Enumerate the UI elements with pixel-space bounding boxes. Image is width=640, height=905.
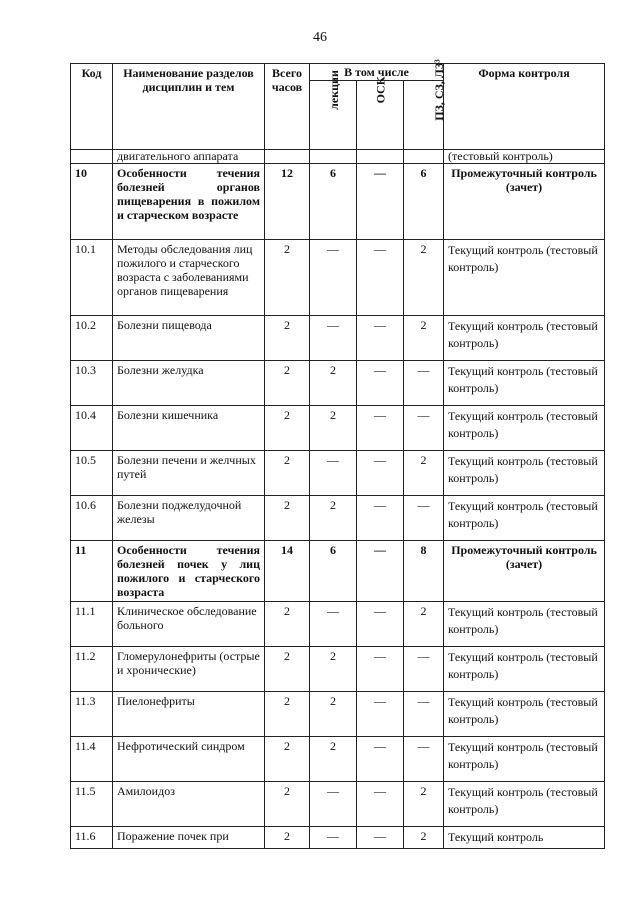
row-code: 10.1 — [71, 240, 113, 316]
row-control: Текущий контроль (тестовый контроль) — [444, 496, 605, 541]
table-row — [71, 361, 605, 406]
row-lectures: 2 — [310, 692, 357, 737]
table-row — [71, 164, 605, 240]
row-lectures: — — [310, 240, 357, 316]
row-total: 2 — [265, 692, 310, 737]
row-pz: — — [404, 406, 444, 451]
table-row — [71, 737, 605, 782]
header-name: Наименование разделов дисциплин и тем — [113, 64, 265, 150]
row-osk: — — [357, 541, 404, 602]
row-control: Текущий контроль (тестовый контроль) — [444, 240, 605, 316]
row-code: 11.6 — [71, 827, 113, 849]
row-name: Методы обследования лиц пожилого и старческого возраста с заболеваниями органов пищеварения — [113, 240, 265, 316]
header-including: В том числе — [310, 64, 444, 81]
row-control: Текущий контроль (тестовый контроль) — [444, 602, 605, 647]
row-lectures: 2 — [310, 496, 357, 541]
curriculum-table — [70, 59, 605, 849]
table-row — [71, 647, 605, 692]
row-total: 14 — [265, 541, 310, 602]
row-name: Амилоидоз — [113, 782, 265, 827]
row-osk: — — [357, 496, 404, 541]
row-total: 2 — [265, 827, 310, 849]
row-code — [71, 150, 113, 164]
row-osk: — — [357, 361, 404, 406]
row-lectures: 2 — [310, 406, 357, 451]
row-code: 11.2 — [71, 647, 113, 692]
table-row — [71, 496, 605, 541]
row-code: 10.4 — [71, 406, 113, 451]
row-control: Промежуточный контроль (зачет) — [444, 164, 605, 240]
header-control: Форма контроля — [444, 64, 605, 150]
row-control: Текущий контроль (тестовый контроль) — [444, 406, 605, 451]
row-pz: 8 — [404, 541, 444, 602]
row-pz: 2 — [404, 827, 444, 849]
header-osk: ОСК — [357, 81, 404, 150]
row-lectures: 6 — [310, 164, 357, 240]
row-control: (тестовый контроль) — [444, 150, 605, 164]
table-row — [71, 451, 605, 496]
table-row — [71, 316, 605, 361]
row-total: 2 — [265, 782, 310, 827]
table-body — [71, 150, 605, 849]
row-pz: — — [404, 496, 444, 541]
row-name: Болезни печени и желчных путей — [113, 451, 265, 496]
header-lectures: лекции — [310, 81, 357, 150]
row-osk: — — [357, 406, 404, 451]
row-osk: — — [357, 240, 404, 316]
row-pz: — — [404, 737, 444, 782]
row-name: Гломерулонефриты (острые и хронические) — [113, 647, 265, 692]
row-control: Текущий контроль (тестовый контроль) — [444, 451, 605, 496]
row-pz: 2 — [404, 782, 444, 827]
row-osk — [357, 150, 404, 164]
row-name: Особенности течения болезней почек у лиц пожилого и старческого возраста — [113, 541, 265, 602]
row-pz: 2 — [404, 316, 444, 361]
row-control: Текущий контроль (тестовый контроль) — [444, 647, 605, 692]
row-osk: — — [357, 737, 404, 782]
row-lectures — [310, 150, 357, 164]
table-header — [71, 59, 605, 150]
row-pz: 2 — [404, 240, 444, 316]
header-total: Всего часов — [265, 64, 310, 150]
table-row — [71, 692, 605, 737]
row-code: 11.5 — [71, 782, 113, 827]
row-lectures: 2 — [310, 361, 357, 406]
table-row — [71, 240, 605, 316]
row-osk: — — [357, 316, 404, 361]
row-osk: — — [357, 827, 404, 849]
row-osk: — — [357, 647, 404, 692]
row-lectures: — — [310, 316, 357, 361]
row-name: Болезни поджелудочной железы — [113, 496, 265, 541]
row-name: двигательного аппарата — [113, 150, 265, 164]
row-code: 10.2 — [71, 316, 113, 361]
row-total: 2 — [265, 406, 310, 451]
row-lectures: — — [310, 827, 357, 849]
row-code: 10 — [71, 164, 113, 240]
row-osk: — — [357, 602, 404, 647]
row-control: Текущий контроль (тестовый контроль) — [444, 316, 605, 361]
row-control: Текущий контроль (тестовый контроль) — [444, 692, 605, 737]
row-code: 11 — [71, 541, 113, 602]
table-row — [71, 782, 605, 827]
row-pz: — — [404, 692, 444, 737]
row-name: Поражение почек при — [113, 827, 265, 849]
table-row — [71, 541, 605, 602]
row-code: 11.3 — [71, 692, 113, 737]
row-total: 2 — [265, 496, 310, 541]
row-code: 11.4 — [71, 737, 113, 782]
row-total: 2 — [265, 316, 310, 361]
row-osk: — — [357, 451, 404, 496]
table-row — [71, 150, 605, 164]
row-code: 10.5 — [71, 451, 113, 496]
table-row — [71, 406, 605, 451]
row-total: 12 — [265, 164, 310, 240]
row-total: 2 — [265, 647, 310, 692]
row-name: Болезни желудка — [113, 361, 265, 406]
row-control: Текущий контроль — [444, 827, 605, 849]
row-lectures: 6 — [310, 541, 357, 602]
row-lectures: 2 — [310, 647, 357, 692]
row-lectures: — — [310, 782, 357, 827]
row-pz: 2 — [404, 451, 444, 496]
page-number: 46 — [313, 30, 327, 45]
row-lectures: — — [310, 451, 357, 496]
row-code: 11.1 — [71, 602, 113, 647]
row-total: 2 — [265, 361, 310, 406]
row-total: 2 — [265, 737, 310, 782]
row-total: 2 — [265, 602, 310, 647]
row-name: Болезни пищевода — [113, 316, 265, 361]
row-total — [265, 150, 310, 164]
row-control: Текущий контроль (тестовый контроль) — [444, 782, 605, 827]
row-name: Особенности течения болезней органов пищеварения в пожилом и старческом возрасте — [113, 164, 265, 240]
table-row — [71, 602, 605, 647]
row-lectures: — — [310, 602, 357, 647]
table-row — [71, 827, 605, 849]
row-control: Промежуточный контроль (зачет) — [444, 541, 605, 602]
row-pz: — — [404, 361, 444, 406]
header-pz: ПЗ, СЗ, ЛЗ³ — [404, 81, 444, 150]
row-name: Пиелонефриты — [113, 692, 265, 737]
row-name: Клиническое обследование больного — [113, 602, 265, 647]
row-pz: — — [404, 647, 444, 692]
row-pz: 6 — [404, 164, 444, 240]
row-name: Нефротический синдром — [113, 737, 265, 782]
row-control: Текущий контроль (тестовый контроль) — [444, 737, 605, 782]
row-total: 2 — [265, 240, 310, 316]
row-pz: 2 — [404, 602, 444, 647]
row-osk: — — [357, 164, 404, 240]
row-total: 2 — [265, 451, 310, 496]
row-osk: — — [357, 782, 404, 827]
header-code: Код — [71, 64, 113, 150]
row-name: Болезни кишечника — [113, 406, 265, 451]
row-lectures: 2 — [310, 737, 357, 782]
row-code: 10.6 — [71, 496, 113, 541]
row-code: 10.3 — [71, 361, 113, 406]
row-pz — [404, 150, 444, 164]
row-control: Текущий контроль (тестовый контроль) — [444, 361, 605, 406]
row-osk: — — [357, 692, 404, 737]
